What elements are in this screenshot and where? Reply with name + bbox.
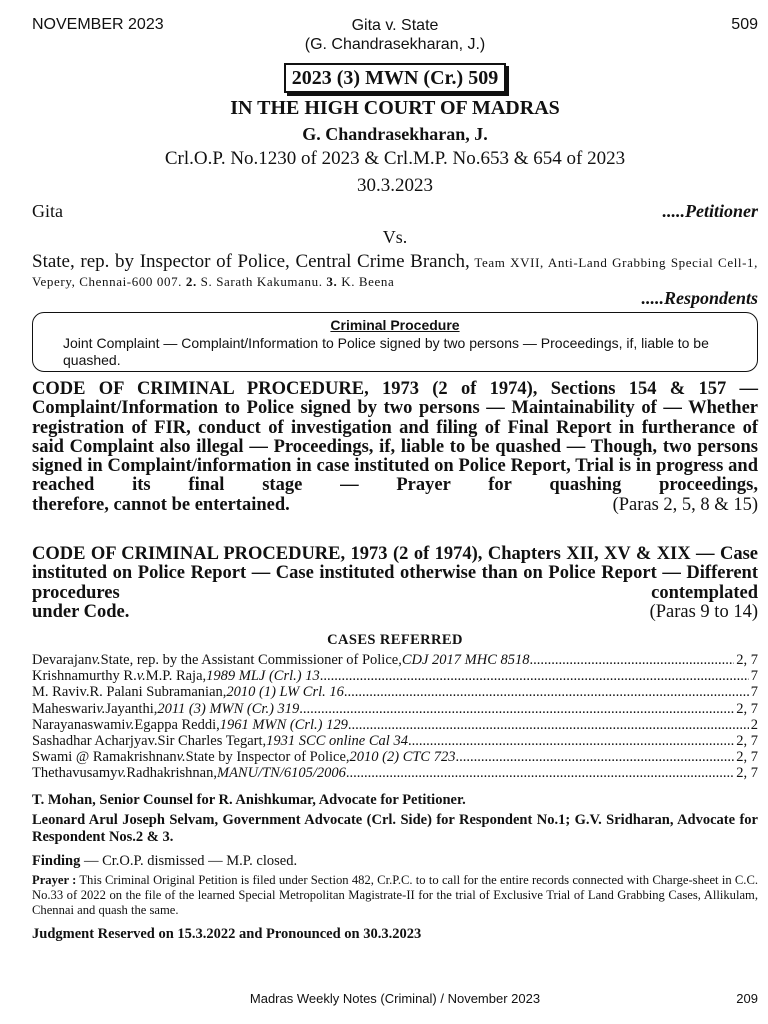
judgment-dates: Judgment Reserved on 15.3.2022 and Pronounced on 30.3.2023: [32, 926, 422, 942]
case-party-1: Sashadhar Acharjya: [32, 733, 148, 750]
judge-name: G. Chandrasekharan, J.: [302, 124, 488, 144]
case-paras: 2, 7: [736, 749, 758, 766]
running-header: [32, 16, 758, 56]
headnote-1-body: CODE OF CRIMINAL PROCEDURE, 1973 (2 of 1974), Sections 154 & 157 — Complaint/Information to Police signed by two persons — Maintainability of — Whether registration of FIR, conduct of investigation and filing of Final Report in furtherance of said Complaint also illegal — Proceedings, if, liable to be quashed — Though, two persons signed in Complaint/information in case instituted on Police Report, Trial is in progress and reached its final stage — Prayer for quashing proceedings,: [32, 379, 758, 496]
case-citation: 1961 MWN (Crl.) 129: [219, 716, 348, 733]
leader-dots: [530, 652, 735, 668]
case-numbers: Crl.O.P. No.1230 of 2023 & Crl.M.P. No.653 & 654 of 2023: [164, 148, 626, 169]
headnote-2-body: CODE OF CRIMINAL PROCEDURE, 1973 (2 of 1974), Chapters XII, XV & XIX — Case instituted on Police Report — Case instituted otherwise than on Police Report — Different procedures contemplated: [32, 544, 758, 603]
header-page-number: 509: [731, 16, 758, 33]
subject-box: [32, 312, 758, 372]
case-paras: 2, 7: [736, 700, 758, 717]
respondent-3-name: K. Beena: [337, 274, 395, 289]
case-row: [32, 652, 758, 668]
case-paras: 2, 7: [736, 765, 758, 782]
case-party-2: R. Palani Subramanian,: [89, 684, 227, 701]
prayer-label: Prayer :: [32, 873, 77, 887]
headnote-2-last-text: under Code.: [32, 601, 130, 622]
case-party-2: State, rep. by the Assistant Commissioner of Police,: [100, 652, 402, 668]
case-citation: 2010 (1) LW Crl. 16: [226, 684, 344, 701]
footer-publication: Madras Weekly Notes (Criminal) / November 2023: [249, 991, 541, 1006]
leader-dots: [320, 668, 749, 684]
case-row: [32, 684, 758, 700]
case-party-1: Thethavusamy: [32, 765, 118, 782]
case-row: [32, 749, 758, 765]
case-versus: v.: [147, 733, 158, 750]
prayer-text: This Criminal Original Petition is filed under Section 482, Cr.P.C. to to call for the entire records connected with Charge-sheet in C.C. No.33 of 2022 on the file of the learned Special Metropolitan Magistrate-II for the trial of Exclusive Trial of Land Grabbing Cases, Allikulam, Chennai and quash the same.: [32, 873, 759, 917]
petitioner-line: [32, 201, 758, 222]
leader-dots: [408, 733, 734, 749]
finding-text: — Cr.O.P. dismissed — M.P. closed.: [80, 853, 298, 869]
case-versus: v.: [125, 716, 135, 733]
law-report-page: [32, 0, 758, 1024]
case-paras: 7: [750, 684, 758, 701]
case-party-1: Krishnamurthy R.: [32, 668, 137, 685]
case-versus: v.: [96, 700, 106, 717]
case-versus: v.: [117, 765, 127, 782]
headnote-1: [32, 380, 758, 515]
case-citation: 2011 (3) MWN (Cr.) 319: [157, 700, 300, 717]
headnote-1-last-text: therefore, cannot be entertained.: [32, 494, 290, 515]
case-citation: 2010 (2) CTC 723: [349, 749, 456, 766]
citation-box: 2023 (3) MWN (Cr.) 509: [284, 63, 506, 93]
cases-referred-title: CASES REFERRED: [327, 632, 463, 648]
respondent-1-address: Team XVII, Anti-Land Grabbing Special Cell-1, Vepery, Chennai-600 007.: [32, 255, 759, 289]
case-versus: v.: [136, 668, 146, 685]
case-paras: 7: [750, 668, 758, 685]
case-party-1: M. Ravi: [32, 684, 80, 701]
case-row: [32, 668, 758, 684]
case-party-1: Maheswari: [32, 700, 97, 717]
subject-title: Criminal Procedure: [330, 317, 460, 333]
petitioner-name: Gita: [32, 201, 63, 221]
case-party-1: Narayanaswami: [32, 716, 126, 733]
respondent-2-name: S. Sarath Kakumanu.: [196, 274, 327, 289]
leader-dots: [344, 684, 749, 700]
case-party-1: Swami @ Ramakrishnan: [32, 749, 177, 766]
case-paras: 2, 7: [736, 733, 758, 750]
case-party-2: Egappa Reddi,: [134, 716, 220, 733]
case-party-2: M.P. Raja,: [145, 668, 207, 685]
case-versus: v.: [91, 652, 101, 668]
leader-dots: [346, 765, 734, 781]
respondent-2-number: 2.: [185, 274, 197, 289]
decision-date: 30.3.2023: [357, 175, 433, 196]
citation-wrapper: [32, 63, 758, 93]
petitioner-role: .....Petitioner: [662, 201, 758, 221]
headnote-2: [32, 545, 758, 622]
leader-dots: [455, 749, 734, 765]
cases-referred-list: [32, 652, 758, 782]
case-versus: v.: [176, 749, 186, 766]
respondent-3-number: 3.: [326, 274, 338, 289]
prayer: [32, 873, 758, 918]
header-parties: Gita v. State: [351, 17, 439, 34]
case-row: [32, 733, 758, 749]
counsel-respondents: Leonard Arul Joseph Selvam, Government Advocate (Crl. Side) for Respondent No.1; G.V. Sridharan, Advocate for Respondent Nos.2 & 3.: [32, 812, 758, 845]
case-citation: 1931 SCC online Cal 34: [266, 733, 408, 750]
footer-page-number: 209: [736, 991, 758, 1006]
respondents-role: .....Respondents: [641, 288, 758, 308]
case-party-1: Devarajan: [32, 652, 92, 668]
case-citation: MANU/TN/6105/2006: [216, 765, 346, 782]
header-case-title: [32, 16, 758, 54]
case-versus: v.: [79, 684, 90, 701]
case-party-2: State by Inspector of Police,: [185, 749, 350, 766]
court-name: IN THE HIGH COURT OF MADRAS: [230, 97, 560, 119]
respondent-1-lead: State, rep. by Inspector of Police, Central Crime Branch,: [32, 251, 470, 272]
respondents-text: [32, 252, 758, 291]
case-paras: 2: [750, 716, 758, 733]
case-row: [32, 701, 758, 717]
case-row: [32, 717, 758, 733]
leader-dots: [348, 717, 749, 733]
headnote-2-paras: (Paras 9 to 14): [649, 601, 758, 622]
headnote-1-paras: (Paras 2, 5, 8 & 15): [612, 494, 758, 515]
header-month: NOVEMBER 2023: [32, 16, 164, 33]
headnote-1-last-line: [32, 496, 758, 515]
leader-dots: [299, 701, 734, 717]
case-party-2: Jayanthi,: [105, 700, 158, 717]
case-citation: 1989 MLJ (Crl.) 13: [206, 668, 320, 685]
counsel-petitioner: T. Mohan, Senior Counsel for R. Anishkumar, Advocate for Petitioner.: [32, 792, 466, 808]
subject-text: Joint Complaint — Complaint/Information to Police signed by two persons — Proceedings, if, liable to be quashed.: [63, 335, 709, 368]
case-party-2: Sir Charles Tegart,: [157, 733, 267, 750]
case-party-2: Radhakrishnan,: [126, 765, 217, 782]
finding: [32, 853, 758, 870]
case-paras: 2, 7: [736, 652, 758, 668]
case-citation: CDJ 2017 MHC 8518: [401, 652, 530, 668]
versus: Vs.: [382, 227, 408, 247]
finding-label: Finding: [32, 853, 81, 869]
header-judge: (G. Chandrasekharan, J.): [304, 36, 486, 53]
case-row: [32, 765, 758, 781]
headnote-2-last-line: [32, 603, 758, 622]
